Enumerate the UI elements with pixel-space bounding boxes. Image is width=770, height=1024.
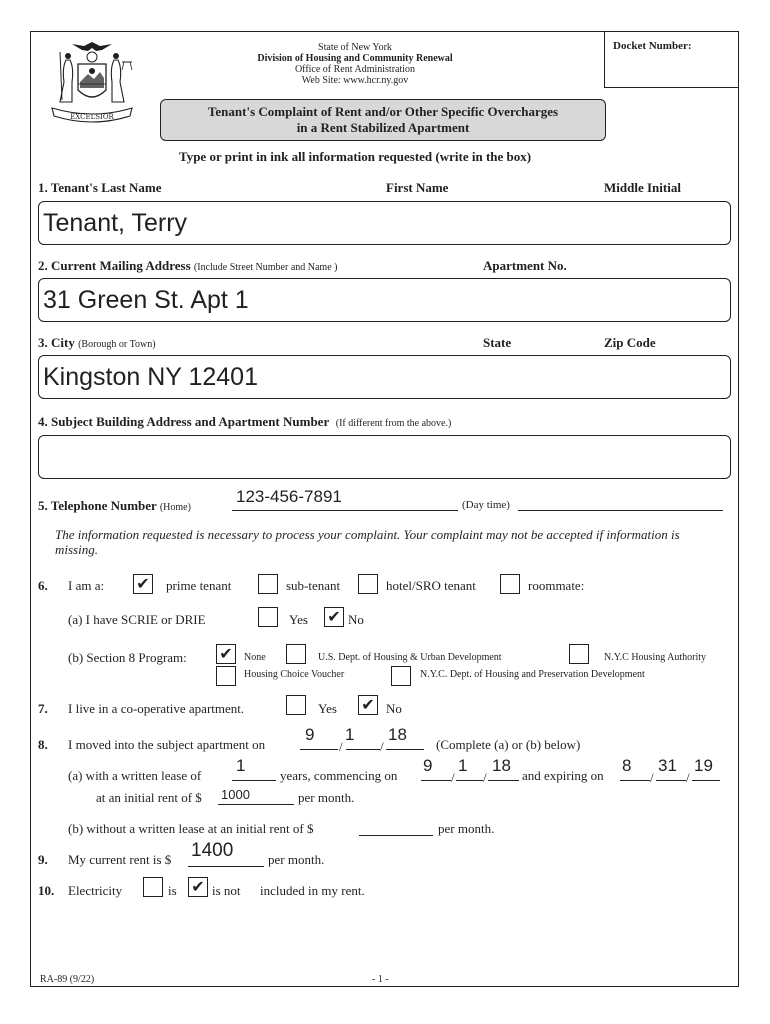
q9-post: per month. [268,852,325,867]
checkbox-s8-nycha[interactable] [569,644,589,664]
lease-start-month: 9 [423,756,433,775]
checkbox-prime-tenant[interactable]: ✔ [133,574,153,594]
checkbox-coop-no[interactable]: ✔ [358,695,378,715]
q2-apartment-label: Apartment No. [483,258,567,273]
slash: / [339,739,343,754]
day-phone-field[interactable] [518,496,723,511]
q6b-label: (b) Section 8 Program: [68,650,187,665]
s8-hpd-label: N.Y.C. Dept. of Housing and Preservation Development [420,669,645,680]
checkbox-scrie-no[interactable]: ✔ [324,607,344,627]
coop-yes-label: Yes [318,701,337,716]
subject-building-field[interactable] [38,435,731,479]
q2-label [38,258,337,274]
form-title-line2: in a Rent Stabilized Apartment [296,120,470,135]
q8a-mid: years, commencing on [280,768,398,783]
q3-state-label: State [483,335,512,350]
move-in-day: 1 [345,725,355,744]
electricity-is-not-label: is not [212,883,241,898]
q8b-label: (b) without a written lease at an initial rent of $ [68,821,314,836]
notice-text: The information requested is necessary to process your complaint. Your complaint may not be accepted if information is missing. [55,527,680,557]
q5-home-label: (Home) [159,502,191,513]
lease-end-day: 31 [658,756,677,775]
s8-nycha-label: N.Y.C Housing Authority [604,652,707,663]
q2-label-text: 2. Current Mailing Address [38,258,191,273]
q3-label [38,335,156,351]
q4-note: (If different from the above.) [335,418,452,429]
q6-label: I am a: [68,578,105,593]
checkbox-scrie-yes[interactable] [258,607,278,627]
q5-label [38,498,191,514]
scrie-no-label: No [348,612,364,627]
current-rent: 1400 [191,840,234,861]
checkbox-s8-hud[interactable] [286,644,306,664]
form-id: RA-89 (9/22) [40,974,95,985]
home-phone-value: 123-456-7891 [236,487,342,506]
q5-label-text: 5. Telephone Number [38,498,157,513]
lease-end-year: 19 [694,756,713,775]
q4-label [38,414,451,430]
q8a-rent-label: at an initial rent of $ [96,790,202,805]
slash: / [650,770,654,785]
coop-no-label: No [386,701,402,716]
q1-middle-initial-label: Middle Initial [604,180,681,195]
q2-note: (Include Street Number and Name ) [193,262,338,273]
move-in-month: 9 [305,725,315,744]
checkbox-electricity-is[interactable] [143,877,163,897]
tenant-name-value: Tenant, Terry [43,209,188,237]
q8b-post: per month. [438,821,495,836]
q4-label-text: 4. Subject Building Address and Apartment Number [38,414,330,429]
city-value: Kingston NY 12401 [43,363,258,391]
q8-number: 8. [38,737,48,752]
option-hotel-sro: hotel/SRO tenant [386,578,476,593]
form-title-box [160,99,606,141]
q1-first-name-label: First Name [386,180,449,195]
city-field[interactable] [38,355,731,399]
s8-hud-label: U.S. Dept. of Housing & Urban Development [318,652,502,663]
q3-label-text: 3. City [38,335,75,350]
form-title-line1: Tenant's Complaint of Rent and/or Other Specific Overcharges [207,104,559,119]
option-prime-tenant: prime tenant [166,578,232,593]
q10-number: 10. [38,883,55,898]
lease-start-year: 18 [492,756,511,775]
checkbox-electricity-is-not[interactable]: ✔ [188,877,208,897]
checkbox-sub-tenant[interactable] [258,574,278,594]
option-sub-tenant: sub-tenant [286,578,341,593]
header-office: Office of Rent Administration [294,64,416,75]
slash: / [451,770,455,785]
tenant-name-field[interactable] [38,201,731,245]
docket-number-label: Docket Number: [613,40,692,52]
q7-number: 7. [38,701,48,716]
slash: / [686,770,690,785]
checkbox-s8-hcv[interactable] [216,666,236,686]
electricity-is-label: is [168,883,177,898]
q8a-label: (a) with a written lease of [68,768,202,783]
move-in-year: 18 [388,725,407,744]
q3-zip-label: Zip Code [604,335,656,350]
s8-none-label: None [244,652,266,663]
option-roommate: roommate: [528,578,585,593]
initial-rent-lease: 1000 [221,787,250,802]
lease-start-day: 1 [458,756,468,775]
checkbox-hotel-sro[interactable] [358,574,378,594]
initial-rent-no-lease-field[interactable] [359,821,433,836]
page-number: - 1 - [372,974,389,985]
q10-post: included in my rent. [260,883,365,898]
q8a-expiring: and expiring on [522,768,604,783]
q5-day-label: (Day time) [462,499,510,511]
q1-label: 1. Tenant's Last Name [38,180,162,195]
q6-number: 6. [38,578,48,593]
checkbox-s8-none[interactable]: ✔ [216,644,236,664]
checkbox-coop-yes[interactable] [286,695,306,715]
q8-label: I moved into the subject apartment on [68,737,266,752]
header-division: Division of Housing and Community Renewal [257,53,453,64]
svg-text:EXCELSIOR: EXCELSIOR [70,113,114,121]
lease-years: 1 [236,756,246,775]
q9-label: My current rent is $ [68,852,172,867]
checkbox-s8-hpd[interactable] [391,666,411,686]
q9-number: 9. [38,852,48,867]
q7-label: I live in a co-operative apartment. [68,701,245,716]
slash: / [380,739,384,754]
ny-state-seal-icon [42,38,142,133]
instructions: Type or print in ink all information requested (write in the box) [179,149,532,164]
scrie-yes-label: Yes [289,612,308,627]
q8a-rent-post: per month. [298,790,355,805]
q3-note: (Borough or Town) [78,339,156,350]
checkbox-roommate[interactable] [500,574,520,594]
q8-suffix: (Complete (a) or (b) below) [436,737,581,752]
header-state: State of New York [318,42,392,53]
lease-end-month: 8 [622,756,632,775]
header-website: Web Site: www.hcr.ny.gov [301,75,409,86]
mailing-address-value: 31 Green St. Apt 1 [43,286,249,314]
q6a-label: (a) I have SCRIE or DRIE [68,612,206,627]
q10-label: Electricity [68,883,123,898]
s8-hcv-label: Housing Choice Voucher [244,669,345,680]
slash: / [483,770,487,785]
mailing-address-field[interactable] [38,278,731,322]
